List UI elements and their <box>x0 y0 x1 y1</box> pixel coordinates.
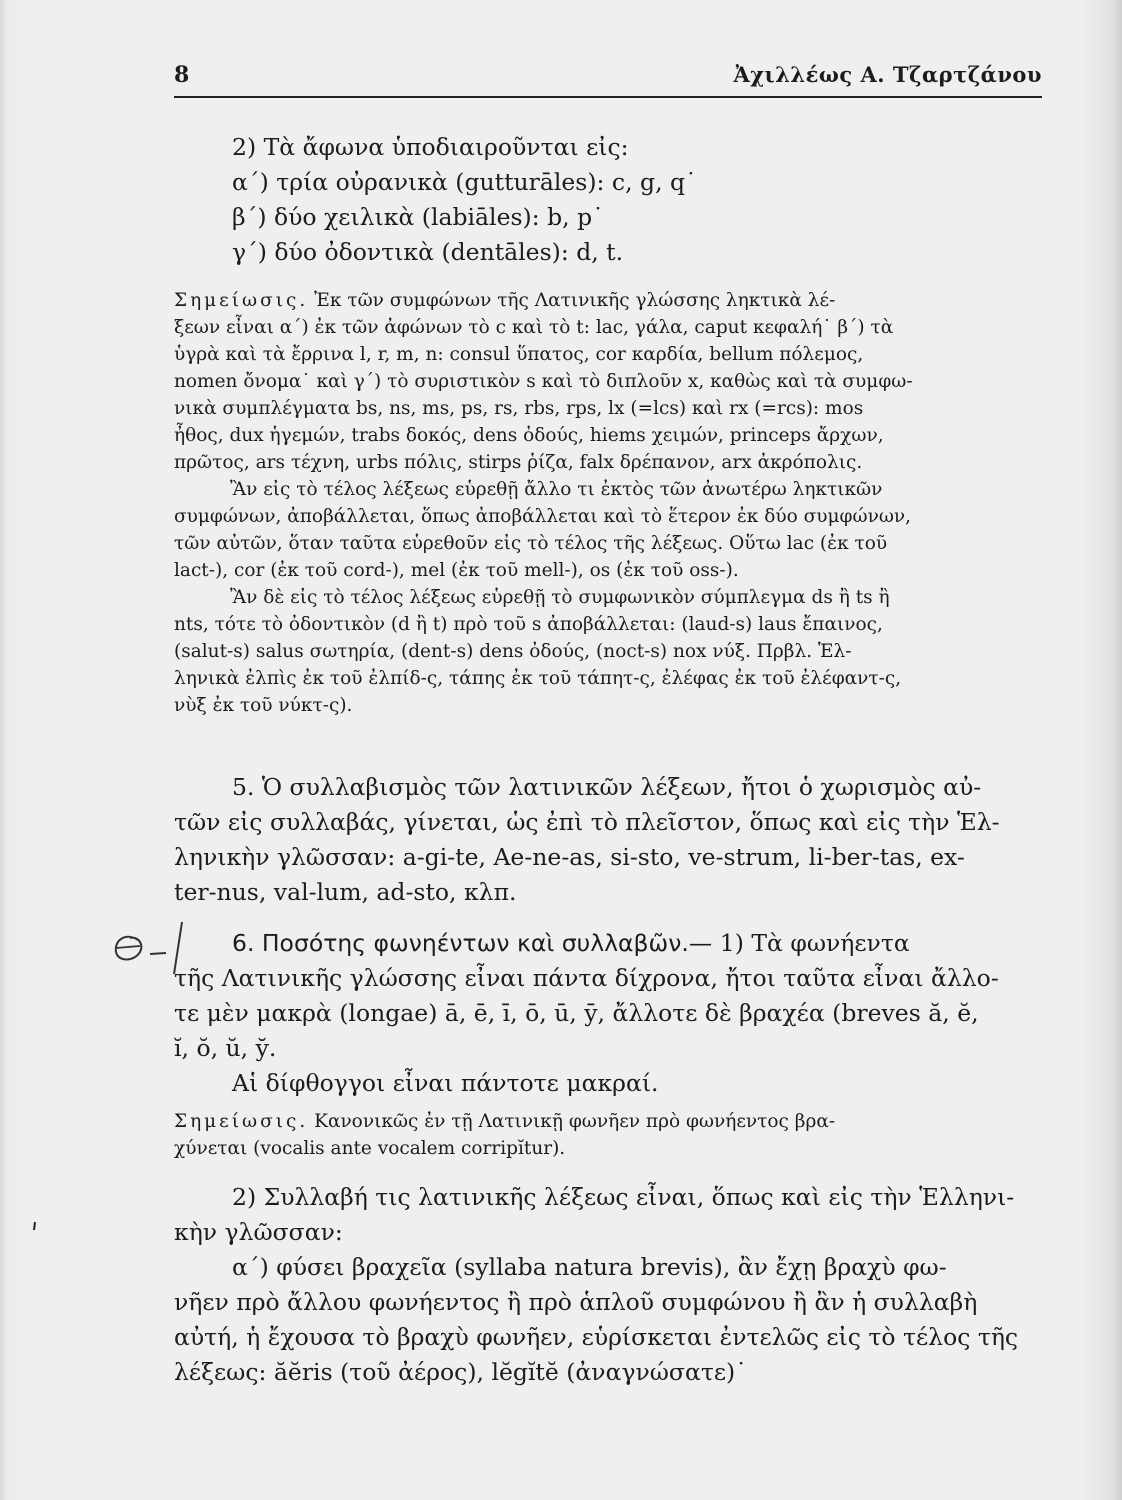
section-6-2-line: νῆεν πρὸ ἄλλου φωνήεντος ἢ πρὸ ἁπλοῦ συμφώνου ἢ ἂν ἡ συλλαβὴ <box>174 1288 978 1316</box>
note-1-first-line <box>174 287 1062 314</box>
section-6 <box>174 926 1062 1101</box>
note-label: Σημείωσις. <box>174 290 309 311</box>
note-2 <box>174 1108 1062 1162</box>
section-6-heading-line <box>174 926 1062 961</box>
note-1-line: Ἂν εἰς τὸ τέλος λέξεως εὑρεθῇ ἄλλο τι ἐκτὸς τῶν ἀνωτέρω ληκτικῶν <box>230 479 883 500</box>
section-6-2-line: κὴν γλῶσσαν: <box>174 1218 343 1246</box>
section-6-line: τε μὲν μακρὰ (longae) ā, ē, ī, ō, ū, ȳ, ἄλλοτε δὲ βραχέα (breves ă, ĕ, <box>174 999 979 1027</box>
note-1-line: ὑγρὰ καὶ τὰ ἔρρινα l, r, m, n: consul ὕπατος, cor καρδία, bellum πόλεμος, <box>174 344 864 365</box>
note-1-line: συμφώνων, ἀποβάλλεται, ὅπως ἀποβάλλεται καὶ τὸ ἕτερον ἐκ δύο συμφώνων, <box>174 506 912 527</box>
note-1-line: ἦθος, dux ἡγεμών, trabs δοκός, dens ὀδούς, hiems χειμών, princeps ἄρχων, <box>174 425 884 446</box>
page-number: 8 <box>174 62 190 88</box>
note-2-first-line <box>174 1108 1062 1135</box>
note-1 <box>174 287 1062 719</box>
section-5 <box>174 770 1062 910</box>
note-text: Ἐκ τῶν συμφώνων τῆς Λατινικῆς γλώσσης ληκτικὰ λέ- <box>314 290 836 311</box>
section-5-line: ληνικὴν γλῶσσαν: a-gi-te, Ae-ne-as, si-sto, ve-strum, li-ber-tas, ex- <box>174 843 965 871</box>
section-2-line: 2) Τὰ ἄφωνα ὑποδιαιροῦνται εἰς: <box>232 133 629 161</box>
note-1-line: νὺξ ἐκ τοῦ νύκτ-ς). <box>174 695 353 716</box>
note-1-line: νικὰ συμπλέγματα bs, ns, ms, ps, rs, rbs, rps, lx (=lcs) καὶ rx (=rcs): mos <box>174 398 864 419</box>
section-2-line: γ΄) δύο ὀδοντικὰ (dentāles): d, t. <box>232 238 624 266</box>
section-6-2-line: α΄) φύσει βραχεῖα (syllaba natura brevis), ἂν ἔχῃ βραχὺ φω- <box>232 1253 947 1281</box>
section-5-line: 5. Ὁ συλλαβισμὸς τῶν λατινικῶν λέξεων, ἤτοι ὁ χωρισμὸς αὐ- <box>232 773 982 801</box>
section-6-heading-rest: 1) Τὰ φωνήεντα <box>719 929 910 957</box>
section-6-heading: 6. Ποσότης φωνηέντων καὶ συλλαβῶν.— <box>232 929 713 957</box>
section-5-line: τῶν εἰς συλλαβάς, γίνεται, ὡς ἐπὶ τὸ πλεῖστον, ὅπως καὶ εἰς τὴν Ἑλ- <box>174 808 1000 836</box>
note-1-line: lact-), cor (ἐκ τοῦ cord-), mel (ἐκ τοῦ mell-), os (ἐκ τοῦ oss-). <box>174 560 739 581</box>
note-2-line: χύνεται (vocalis ante vocalem corripĭtur). <box>174 1138 566 1159</box>
note-1-line: nomen ὄνομα˙ καὶ γ΄) τὸ συριστικὸν s καὶ τὸ διπλοῦν x, καθὼς καὶ τὰ συμφω- <box>174 371 913 392</box>
section-6-2 <box>174 1180 1062 1390</box>
running-head: Ἀχιλλέως Α. Τζαρτζάνου <box>733 62 1042 87</box>
note-label: Σημείωσις. <box>174 1111 309 1132</box>
note-1-line: (salut-s) salus σωτηρία, (dent-s) dens ὀδούς, (noct-s) nox νύξ. Πρβλ. Ἑλ- <box>174 641 852 662</box>
note-1-line: τῶν αὐτῶν, ὅταν ταῦτα εὑρεθοῦν εἰς τὸ τέλος τῆς λέξεως. Οὕτω lac (ἐκ τοῦ <box>174 533 888 554</box>
stray-ink-mark <box>32 1222 38 1230</box>
section-2-line: α΄) τρία οὐρανικὰ (gutturāles): c, g, q˙ <box>232 168 697 196</box>
note-text: Κανονικῶς ἐν τῇ Λατινικῇ φωνῆεν πρὸ φωνήεντος βρα- <box>314 1111 836 1132</box>
section-6-2-line: αὐτή, ἡ ἔχουσα τὸ βραχὺ φωνῆεν, εὑρίσκεται ἐντελῶς εἰς τὸ τέλος τῆς <box>174 1323 1019 1351</box>
note-1-line: ξεων εἶναι α΄) ἐκ τῶν ἀφώνων τὸ c καὶ τὸ t: lac, γάλα, caput κεφαλή˙ β΄) τὰ <box>174 317 894 338</box>
section-6-line: τῆς Λατινικῆς γλώσσης εἶναι πάντα δίχρονα, ἤτοι ταῦτα εἶναι ἄλλο- <box>174 964 999 992</box>
section-6-2-line: 2) Συλλαβή τις λατινικῆς λέξεως εἶναι, ὅπως καὶ εἰς τὴν Ἑλληνι- <box>232 1183 1015 1211</box>
note-1-line: nts, τότε τὸ ὀδοντικὸν (d ἢ t) πρὸ τοῦ s ἀποβάλλεται: (laud-s) laus ἔπαινος, <box>174 614 883 635</box>
section-2-line: β΄) δύο χειλικὰ (labiāles): b, p˙ <box>232 203 604 231</box>
section-5-line: ter-nus, val-lum, ad-sto, κλπ. <box>174 878 517 906</box>
section-6-2-line: λέξεως: ăĕris (τοῦ ἀέρος), lĕgĭtĕ (ἀναγνώσατε)˙ <box>174 1358 747 1386</box>
diphthongs-line: Αἱ δίφθογγοι εἶναι πάντοτε μακραί. <box>232 1069 659 1097</box>
note-1-line: Ἂν δὲ εἰς τὸ τέλος λέξεως εὑρεθῇ τὸ συμφωνικὸν σύμπλεγμα ds ἢ ts ἢ <box>230 587 890 608</box>
section-2 <box>174 130 1062 270</box>
page-header <box>174 62 1042 98</box>
section-6-line: ĭ, ŏ, ŭ, y̆. <box>174 1034 277 1062</box>
note-1-line: ληνικὰ ἐλπὶς ἐκ τοῦ ἐλπίδ-ς, τάπης ἐκ τοῦ τάπητ-ς, ἐλέφας ἐκ τοῦ ἐλέφαντ-ς, <box>174 668 902 689</box>
note-1-line: πρῶτος, ars τέχνη, urbs πόλις, stirps ῥίζα, falx δρέπανον, arx ἀκρόπολις. <box>174 452 863 473</box>
